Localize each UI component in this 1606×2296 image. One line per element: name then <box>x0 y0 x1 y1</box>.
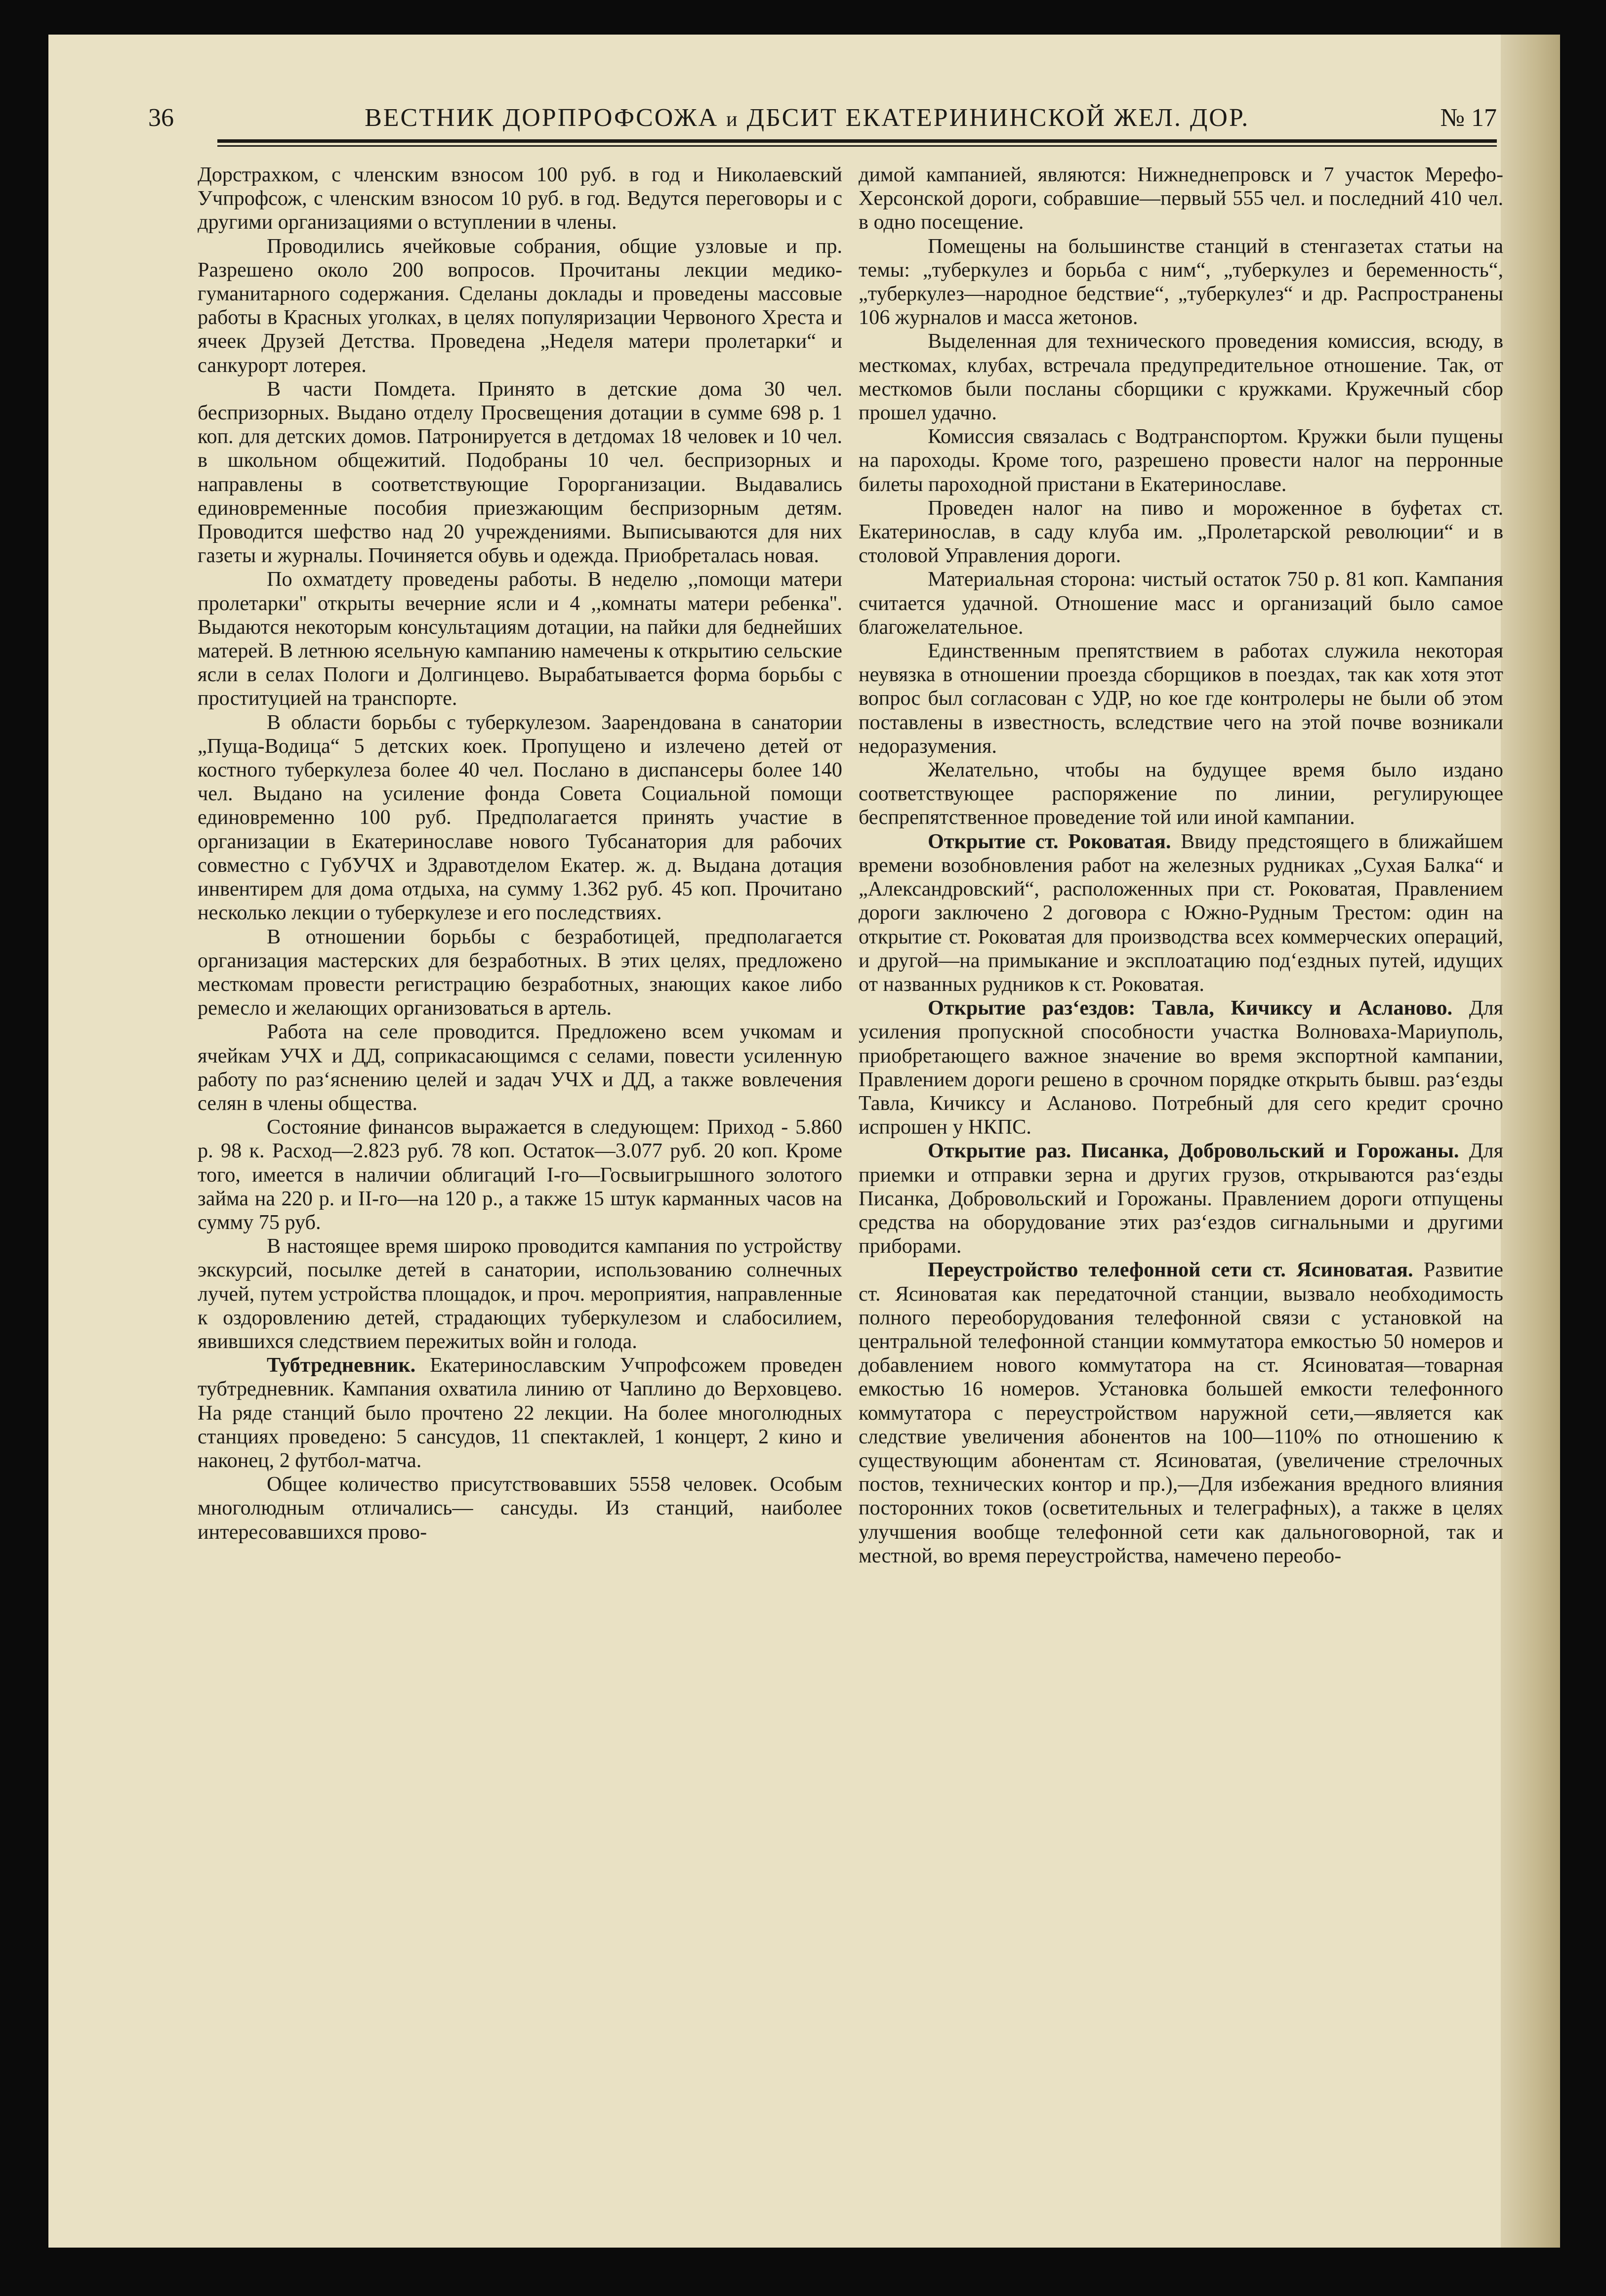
paragraph-text: Желательно, чтобы на будущее время было издано соответствующее распоряжение по линии, регулирующее беспрепятственное проведение той или иной кампании. <box>859 758 1503 829</box>
paragraph <box>198 925 842 1021</box>
publication-title-part-2: ДБСИТ ЕКАТЕРИНИНСКОЙ ЖЕЛ. ДОР. <box>746 104 1250 132</box>
paragraph <box>859 329 1503 425</box>
paragraph <box>859 758 1503 830</box>
paragraph <box>198 1234 842 1353</box>
paragraph <box>859 496 1503 568</box>
paragraph <box>198 1353 842 1473</box>
paragraph <box>198 1473 842 1544</box>
paragraph-text: Комиссия связалась с Водтранспортом. Кружки были пущены на пароходы. Кроме того, разрешено провести налог на перронные билеты пароходной пристани в Екатеринославе. <box>859 425 1503 496</box>
paragraph-text: Дорстрахком, с членским взносом 100 руб. в год и Николаевский Учпрофсож, с членским взносом 10 руб. в год. Ведутся переговоры и с другими организациями о вступлении в члены. <box>198 163 842 234</box>
paragraph-text: Работа на селе проводится. Предложено всем учкомам и ячейкам УЧХ и ДД, соприкасающимся с селами, повести усиленную работу по раз‘яснению целей и задач УЧХ и ДД, а также вовлечения селян в члены общества. <box>198 1020 842 1115</box>
page-spine-shadow <box>1501 35 1560 2248</box>
paragraph <box>198 163 842 235</box>
paragraph-text: Ввиду предстоящего в ближайшем времени возобновления работ на железных рудниках „Сухая Балка“ и „Александровский“, расположенных при ст. Роковатая, Правлением дороги заключено 2 договора с Южно-Рудным Трестом: один на открытие ст. Роковатая для производства всех коммерческих операций, и другой—на примыкание и эксплоатацию под‘ездных путей, идущих от названных рудников к ст. Роковатая. <box>859 829 1503 996</box>
paragraph-text: В отношении борьбы с безработицей, предполагается организация мастерских для безработных. В этих целях, предложено месткомам провести регистрацию безработных, знающих какое либо ремесло и желающих организоваться в артель. <box>198 925 842 1020</box>
paragraph-text: Для усиления пропускной способности участка Волноваха-Мариуполь, приобретающего важное значение во время экспортной кампании, Правлением дороги решено в срочном порядке открыть бывш. раз‘езды Тавла, Кичиксу и Асланово. Потребный для сего кредит срочно испрошен у НКПС. <box>859 996 1503 1139</box>
paragraph-text: В настоящее время широко проводится кампания по устройству экскурсий, посылке детей в санатории, использованию солнечных лучей, путем устройства площадок, и проч. мероприятия, направленные к оздоровлению детей, страдающих туберкулезом и слабосилием, явившихся следствием пережитых войн и голода. <box>198 1234 842 1353</box>
paragraph-text: Состояние финансов выражается в следующем: Приход - 5.860 р. 98 к. Расход—2.823 руб. 78 коп. Остаток—3.077 руб. 20 коп. Кроме того, имеется в наличии облигаций I-го—Госвыигрышного золотого займа на 220 р. и II-го—на 120 р., а также 15 штук карманных часов на сумму 75 руб. <box>198 1115 842 1234</box>
paragraph-text: В области борьбы с туберкулезом. Заарендована в санатории „Пуща-Водица“ 5 детских коек. Пропущено и излечено детей от костного туберкулеза более 40 чел. Послано в диспансеры более 140 чел. Выдано на усиление фонда Совета Социальной помощи единовременно 100 руб. Предполагается принять участие в организации в Екатеринославе нового Тубсанатория для рабочих совместно с ГубУЧХ и Здравотделом Екатер. ж. д. Выдана дотация инвентирем для дома отдыха, на сумму 1.362 руб. 45 коп. Прочитано несколько лекции о туберкулезе и его последствиях. <box>198 710 842 925</box>
publication-title-part-1: ВЕСТНИК ДОРПРОФСОЖА <box>365 104 719 132</box>
publication-title-conjunction: и <box>726 108 739 131</box>
paragraph <box>859 996 1503 1139</box>
paragraph-text: Общее количество присутствовавших 5558 человек. Особым многолюдным отличались— сансуды. Из станций, наиболее интересовавшихся прово- <box>198 1473 842 1544</box>
paragraph-text: Екатеринославским Учпрофсожем проведен тубтредневник. Кампания охватила линию от Чаплино до Верховцево. На ряде станций было прочтено 22 лекции. На более многолюдных станциях проведено: 5 сансудов, 11 спектаклей, 1 концерт, 2 кино и наконец, 2 футбол-матча. <box>198 1353 842 1472</box>
paragraph <box>198 568 842 710</box>
paragraph-text: В части Помдета. Принято в детские дома 30 чел. беспризорных. Выдано отделу Просвещения дотации в сумме 698 р. 1 коп. для детских домов. Патронируется в детдомах 18 человек и 10 чел. в школьном общежитий. Подобраны 10 чел. беспризорных и направлены в соответствующие Горорганизации. Выдавались единовременные пособия приезжающим беспризорным детям. Проводится шефство над 20 учреждениями. Выписываются для них газеты и журналы. Починяется обувь и одежда. Приобреталась новая. <box>198 377 842 568</box>
paragraph-text: Помещены на большинстве станций в стенгазетах статьи на темы: „туберкулез и борьба с ним“, „туберкулез и беременность“, „туберкулез—народное бедствие“, „туберкулез“ и др. Распространены 106 журналов и масса жетонов. <box>859 234 1503 329</box>
paragraph <box>859 639 1503 758</box>
paragraph-text: По охматдету проведены работы. В неделю ,,помощи матери пролетарки'' открыты вечерние ясли и 4 ,,комнаты матери ребенка''. Выдаются некоторым консультациям дотации, на пайки для беднейших матерей. В летнюю ясельную кампанию намечены к открытию сельские ясли в селах Пологи и Долгинцево. Вырабатывается форма борьбы с проституцией на транспорте. <box>198 568 842 710</box>
section-heading: Открытие раз. Писанка, Добровольский и Горожаны. <box>928 1139 1459 1163</box>
section-heading: Открытие раз‘ездов: Тавла, Кичиксу и Асланово. <box>928 996 1453 1020</box>
paragraph <box>198 377 842 568</box>
paragraph <box>198 1115 842 1234</box>
publication-title <box>365 103 1249 132</box>
paragraph <box>859 235 1503 330</box>
paragraph-text: Материальная сторона: чистый остаток 750 р. 81 коп. Кампания считается удачной. Отношение масс и организаций было самое благожелательное. <box>859 568 1503 639</box>
paragraph <box>198 235 842 377</box>
paragraph-text: Единственным препятствием в работах служила некоторая неувязка в отношении проезда сборщиков в поездах, так как хотя этот вопрос был согласован с УДР, но кое где контролеры не были об этом поставлены в известность, вследствие чего на этой почве возникали недоразумения. <box>859 639 1503 758</box>
left-column <box>198 163 842 1544</box>
page-number: 36 <box>148 104 174 132</box>
section-heading: Открытие ст. Роковатая. <box>928 829 1171 853</box>
section-heading: Переустройство телефонной сети ст. Ясиноватая. <box>928 1258 1413 1282</box>
paragraph-text: Проводились ячейковые собрания, общие узловые и пр. Разрешено около 200 вопросов. Прочитаны лекции медико-гуманитарного содержания. Сделаны доклады и проведены массовые работы в Красных уголках, в целях популяризации Червоного Хреста и ячеек Друзей Детства. Проведена „Неделя матери пролетарки“ и санкурорт лотерея. <box>198 234 842 377</box>
paragraph <box>859 1258 1503 1568</box>
issue-number: № 17 <box>1440 104 1497 132</box>
paragraph <box>198 711 842 925</box>
section-heading: Тубтредневник. <box>267 1353 416 1377</box>
paragraph-text: Выделенная для технического проведения комиссия, всюду, в месткомах, клубах, встречала предупредительное отношение. Так, от месткомов были посланы сборщики с кружками. Кружечный сбор прошел удачно. <box>859 329 1503 425</box>
page-header <box>148 83 1497 132</box>
header-rule-thin <box>217 145 1497 147</box>
paragraph-text: Проведен налог на пиво и мороженное в буфетах ст. Екатеринослав, в саду клуба им. „Пролетарской революции“ и в столовой Управления дороги. <box>859 496 1503 568</box>
paragraph-text: Для приемки и отправки зерна и других грузов, открываются раз‘езды Писанка, Добровольский и Горожаны. Правлением дороги отпущены средства на оборудование этих раз‘ездов сигнальными и другими приборами. <box>859 1139 1503 1258</box>
paragraph-text: Развитие ст. Ясиноватая как передаточной станции, вызвало необходимость полного переоборудования телефонной связи с установкой на центральной телефонной станции коммутатора емкостью 50 номеров и добавлением нового коммутатора на ст. Ясиноватая—товарная емкостью 16 номеров. Установка большей емкости телефонного коммутатора с переустройством наружной сети,—является как следствие увеличения абонентов на 100—110% по отношению к существующим абонентам ст. Ясиноватая, (увеличение стрелочных постов, технических контор и пр.),—Для избежания вредного влияния посторонних токов (осветительных и телеграфных), а также в целях улучшения вообще телефонной сети как дальноговорной, так и местной, во время переустройства, намечено переобо- <box>859 1258 1503 1567</box>
right-column <box>859 163 1503 1568</box>
paragraph <box>859 568 1503 639</box>
header-rule-thick <box>217 139 1497 143</box>
paragraph <box>198 1020 842 1115</box>
paragraph <box>859 425 1503 496</box>
paragraph <box>859 163 1503 235</box>
paragraph <box>859 830 1503 996</box>
paragraph <box>859 1139 1503 1258</box>
paragraph-text: димой кампанией, являются: Нижнеднепровск и 7 участок Мерефо-Херсонской дороги, собравшие—первый 555 чел. и последний 410 чел. в одно посещение. <box>859 163 1503 234</box>
